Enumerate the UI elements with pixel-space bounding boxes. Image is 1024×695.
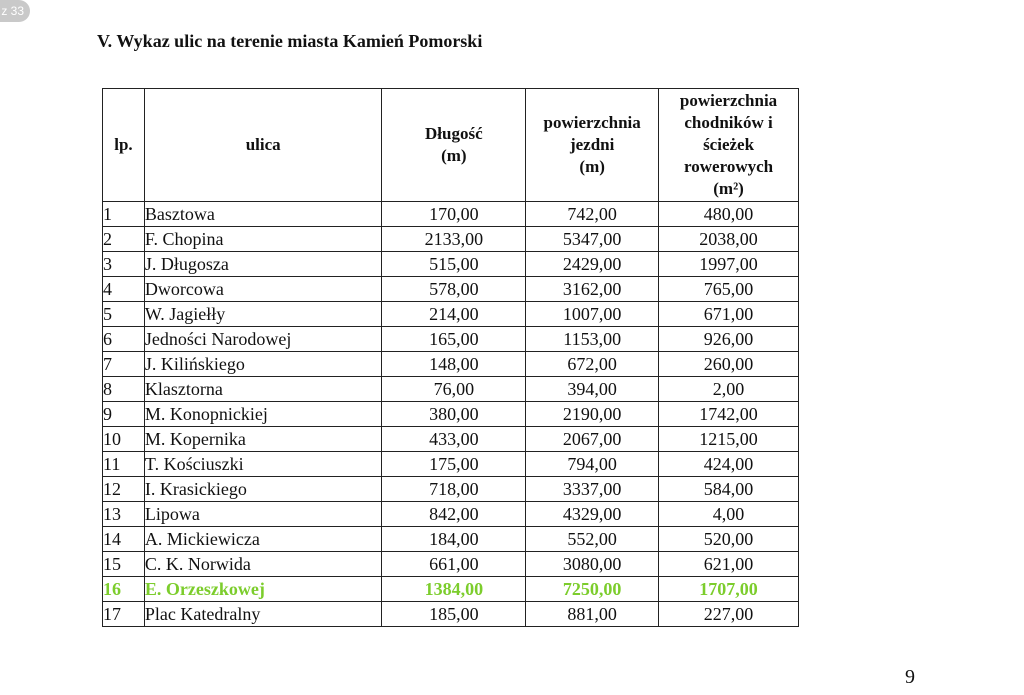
cell-walkway-area: 765,00	[659, 277, 799, 302]
cell-road-area: 1153,00	[526, 327, 659, 352]
streets-table	[102, 88, 799, 627]
table-row-highlighted	[103, 577, 799, 602]
cell-walkway-area: 1997,00	[659, 252, 799, 277]
cell-lp: 2	[103, 227, 145, 252]
header-length-unit: (m)	[441, 146, 467, 165]
cell-lp: 13	[103, 502, 145, 527]
cell-lp: 5	[103, 302, 145, 327]
cell-length: 718,00	[382, 477, 526, 502]
header-walkway-area	[659, 89, 799, 202]
cell-street: Klasztorna	[144, 377, 382, 402]
cell-lp: 11	[103, 452, 145, 477]
cell-street: Dworcowa	[144, 277, 382, 302]
cell-road-area: 7250,00	[526, 577, 659, 602]
cell-road-area: 2190,00	[526, 402, 659, 427]
cell-length: 578,00	[382, 277, 526, 302]
cell-walkway-area: 584,00	[659, 477, 799, 502]
header-length-line: Długość	[425, 124, 483, 143]
cell-street: M. Konopnickiej	[144, 402, 382, 427]
cell-street: Lipowa	[144, 502, 382, 527]
header-walk-line: rowerowych	[684, 157, 774, 176]
table-row	[103, 252, 799, 277]
cell-street: A. Mickiewicza	[144, 527, 382, 552]
cell-length: 842,00	[382, 502, 526, 527]
cell-road-area: 3337,00	[526, 477, 659, 502]
cell-street: I. Krasickiego	[144, 477, 382, 502]
section-heading: V. Wykaz ulic na terenie miasta Kamień Pomorski	[97, 31, 483, 51]
cell-length: 1384,00	[382, 577, 526, 602]
cell-lp: 3	[103, 252, 145, 277]
cell-length: 380,00	[382, 402, 526, 427]
cell-road-area: 4329,00	[526, 502, 659, 527]
cell-street: E. Orzeszkowej	[144, 577, 382, 602]
table-row	[103, 527, 799, 552]
table-row	[103, 427, 799, 452]
cell-lp: 17	[103, 602, 145, 627]
cell-length: 661,00	[382, 552, 526, 577]
cell-road-area: 742,00	[526, 202, 659, 227]
cell-walkway-area: 227,00	[659, 602, 799, 627]
cell-lp: 12	[103, 477, 145, 502]
header-walk-line: ścieżek	[703, 135, 755, 154]
page-indicator-badge: z 33	[0, 0, 30, 22]
cell-street: Basztowa	[144, 202, 382, 227]
cell-road-area: 552,00	[526, 527, 659, 552]
cell-length: 170,00	[382, 202, 526, 227]
cell-street: W. Jagiełły	[144, 302, 382, 327]
table-row	[103, 277, 799, 302]
cell-length: 165,00	[382, 327, 526, 352]
cell-lp: 1	[103, 202, 145, 227]
cell-length: 76,00	[382, 377, 526, 402]
header-road-line: powierzchnia	[543, 113, 641, 132]
table-header-row	[103, 89, 799, 202]
cell-lp: 15	[103, 552, 145, 577]
cell-road-area: 1007,00	[526, 302, 659, 327]
table-row	[103, 402, 799, 427]
cell-walkway-area: 260,00	[659, 352, 799, 377]
cell-length: 433,00	[382, 427, 526, 452]
table-row	[103, 552, 799, 577]
table-row	[103, 327, 799, 352]
cell-street: J. Kilińskiego	[144, 352, 382, 377]
cell-road-area: 881,00	[526, 602, 659, 627]
cell-road-area: 2429,00	[526, 252, 659, 277]
cell-walkway-area: 1742,00	[659, 402, 799, 427]
cell-walkway-area: 1215,00	[659, 427, 799, 452]
cell-street: F. Chopina	[144, 227, 382, 252]
cell-walkway-area: 480,00	[659, 202, 799, 227]
table-row	[103, 302, 799, 327]
cell-walkway-area: 1707,00	[659, 577, 799, 602]
header-walk-line: powierzchnia	[679, 91, 778, 110]
cell-walkway-area: 424,00	[659, 452, 799, 477]
cell-walkway-area: 2038,00	[659, 227, 799, 252]
cell-walkway-area: 520,00	[659, 527, 799, 552]
cell-length: 2133,00	[382, 227, 526, 252]
table-row	[103, 452, 799, 477]
cell-street: C. K. Norwida	[144, 552, 382, 577]
cell-street: Plac Katedralny	[144, 602, 382, 627]
cell-length: 214,00	[382, 302, 526, 327]
header-lp: lp.	[103, 89, 145, 202]
table-row	[103, 202, 799, 227]
table-row	[103, 227, 799, 252]
cell-road-area: 3080,00	[526, 552, 659, 577]
cell-street: Jedności Narodowej	[144, 327, 382, 352]
cell-length: 175,00	[382, 452, 526, 477]
cell-lp: 10	[103, 427, 145, 452]
header-road-unit: (m)	[579, 157, 605, 176]
cell-walkway-area: 621,00	[659, 552, 799, 577]
cell-walkway-area: 926,00	[659, 327, 799, 352]
cell-lp: 14	[103, 527, 145, 552]
cell-road-area: 3162,00	[526, 277, 659, 302]
cell-lp: 4	[103, 277, 145, 302]
cell-road-area: 2067,00	[526, 427, 659, 452]
header-street: ulica	[144, 89, 382, 202]
header-length	[382, 89, 526, 202]
header-road-area	[526, 89, 659, 202]
header-walk-unit: (m²)	[713, 179, 744, 198]
cell-length: 515,00	[382, 252, 526, 277]
cell-lp: 6	[103, 327, 145, 352]
cell-lp: 9	[103, 402, 145, 427]
cell-road-area: 5347,00	[526, 227, 659, 252]
cell-street: T. Kościuszki	[144, 452, 382, 477]
cell-lp: 8	[103, 377, 145, 402]
table-row	[103, 377, 799, 402]
table-row	[103, 477, 799, 502]
cell-road-area: 394,00	[526, 377, 659, 402]
cell-length: 185,00	[382, 602, 526, 627]
cell-lp: 16	[103, 577, 145, 602]
cell-walkway-area: 2,00	[659, 377, 799, 402]
cell-road-area: 672,00	[526, 352, 659, 377]
cell-lp: 7	[103, 352, 145, 377]
cell-length: 184,00	[382, 527, 526, 552]
table-row	[103, 352, 799, 377]
cell-street: M. Kopernika	[144, 427, 382, 452]
cell-length: 148,00	[382, 352, 526, 377]
cell-road-area: 794,00	[526, 452, 659, 477]
cell-walkway-area: 671,00	[659, 302, 799, 327]
page-number: 9	[905, 666, 915, 688]
header-road-line: jezdni	[569, 135, 615, 154]
table-row	[103, 502, 799, 527]
cell-street: J. Długosza	[144, 252, 382, 277]
cell-walkway-area: 4,00	[659, 502, 799, 527]
header-walk-line: chodników i	[684, 113, 773, 132]
table-row	[103, 602, 799, 627]
